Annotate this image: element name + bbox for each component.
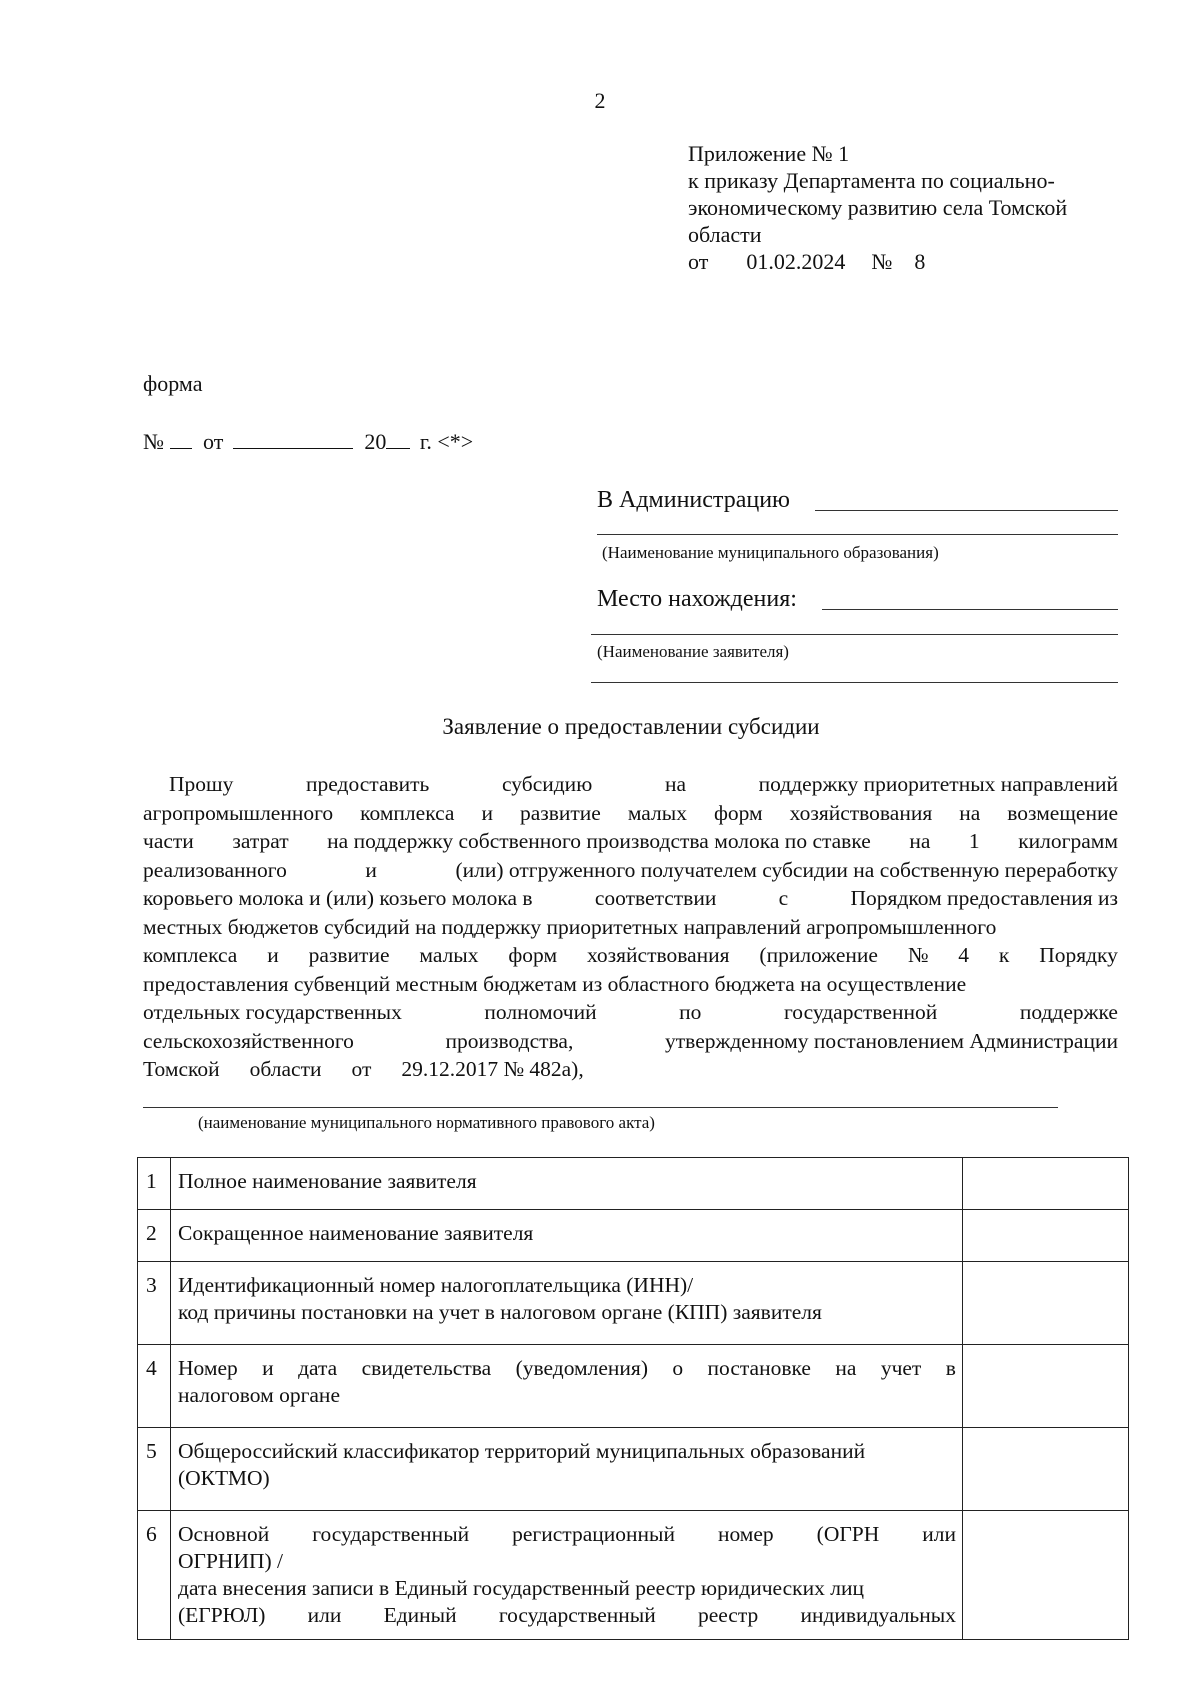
row-value-cell[interactable] bbox=[963, 1511, 1129, 1640]
row-label-line: дата внесения записи в Единый государственный реестр юридических лиц bbox=[178, 1576, 864, 1600]
ot-label: от bbox=[203, 429, 224, 454]
act-name-line[interactable] bbox=[143, 1097, 1058, 1108]
paragraph-word: по bbox=[679, 1000, 702, 1024]
paragraph-word: на поддержку собственного производства молока по ставке bbox=[327, 829, 871, 853]
paragraph-word: Томской bbox=[143, 1057, 220, 1081]
paragraph-word: малых bbox=[419, 943, 479, 967]
table-row bbox=[138, 1210, 1129, 1262]
administration-input-line[interactable] bbox=[815, 490, 1118, 511]
order-number: 8 bbox=[914, 249, 926, 274]
paragraph-line bbox=[143, 856, 1118, 885]
paragraph-word: хозяйствования bbox=[586, 943, 730, 967]
paragraph-word: области bbox=[249, 1057, 322, 1081]
year-blank[interactable] bbox=[386, 428, 410, 449]
paragraph-line bbox=[143, 799, 1118, 828]
row-label-line: Основной государственный регистрационный номер (ОГРН или bbox=[178, 1522, 956, 1546]
paragraph-line bbox=[143, 998, 1118, 1027]
location-label: Место нахождения: bbox=[597, 586, 797, 612]
paragraph-word: полномочий bbox=[484, 1000, 597, 1024]
paragraph-word: на bbox=[959, 800, 981, 825]
administration-second-line[interactable] bbox=[597, 520, 1118, 535]
row-number: 2 bbox=[138, 1210, 171, 1262]
paragraph-word: развитие bbox=[308, 943, 390, 967]
row-value-cell[interactable] bbox=[963, 1158, 1129, 1210]
paragraph-word: государственной bbox=[784, 1000, 938, 1024]
row-label-line: Общероссийский классификатор территорий муниципальных образований bbox=[178, 1439, 866, 1463]
number-sign: № bbox=[871, 249, 893, 274]
appendix-line: к приказу Департамента по социально- bbox=[688, 168, 1055, 193]
paragraph-word: хозяйствования bbox=[789, 800, 933, 825]
paragraph-word: от bbox=[351, 1057, 372, 1081]
paragraph-line bbox=[143, 970, 1118, 999]
administration-caption: (Наименование муниципального образования) bbox=[602, 543, 939, 562]
paragraph-word: с bbox=[778, 886, 789, 910]
table-row bbox=[138, 1158, 1129, 1210]
paragraph-word: развитие bbox=[519, 800, 601, 825]
row-value-cell[interactable] bbox=[963, 1345, 1129, 1428]
table-row bbox=[138, 1428, 1129, 1511]
paragraph-word: Прошу bbox=[169, 772, 234, 796]
paragraph-word: форм bbox=[713, 800, 763, 825]
paragraph-word: отдельных государственных bbox=[143, 1000, 402, 1024]
paragraph-word: (приложение bbox=[759, 943, 878, 967]
paragraph-word: коровьего молока и (или) козьего молока в bbox=[143, 886, 533, 910]
row-label-line: (ЕГРЮЛ) или Единый государственный реестр индивидуальных bbox=[178, 1603, 956, 1627]
paragraph-line bbox=[143, 1027, 1118, 1056]
row-label-line: ОГРНИП) / bbox=[178, 1549, 284, 1573]
paragraph-word: № bbox=[907, 943, 929, 967]
order-date: 01.02.2024 bbox=[746, 249, 846, 274]
row-number: 5 bbox=[138, 1428, 171, 1511]
paragraph-line bbox=[143, 770, 1118, 799]
row-label-line: налоговом органе bbox=[178, 1383, 340, 1407]
number-blank[interactable] bbox=[170, 428, 192, 449]
paragraph-word: поддержке bbox=[1019, 1000, 1118, 1024]
paragraph-word: сельскохозяйственного bbox=[143, 1028, 354, 1053]
row-label-line: код причины постановки на учет в налоговом органе (КПП) заявителя bbox=[178, 1300, 822, 1324]
act-caption: (наименование муниципального нормативного правового акта) bbox=[198, 1113, 655, 1132]
paragraph-word: комплекса bbox=[143, 943, 238, 967]
applicant-info-table bbox=[137, 1157, 1129, 1640]
paragraph-word: и bbox=[481, 800, 493, 825]
row-label bbox=[171, 1511, 963, 1640]
paragraph-word: соответствии bbox=[594, 886, 717, 910]
row-label-line: Сокращенное наименование заявителя bbox=[178, 1221, 534, 1245]
row-label bbox=[171, 1345, 963, 1428]
row-label-line: (ОКТМО) bbox=[178, 1466, 270, 1490]
date-blank[interactable] bbox=[233, 428, 353, 449]
row-label bbox=[171, 1262, 963, 1345]
appendix-header bbox=[688, 140, 1128, 275]
paragraph-line bbox=[143, 827, 1118, 856]
year-suffix: г. <*> bbox=[419, 429, 474, 454]
location-caption: (Наименование заявителя) bbox=[597, 642, 789, 661]
paragraph-word: местных бюджетов субсидий на поддержку приоритетных направлений агропромышленного bbox=[143, 914, 997, 939]
paragraph-line bbox=[143, 1055, 1118, 1084]
appendix-line: экономическому развитию села Томской bbox=[688, 195, 1068, 220]
paragraph-word: предоставления субвенций местным бюджетам из областного бюджета на осуществление bbox=[143, 971, 967, 996]
form-number-line bbox=[143, 428, 473, 455]
paragraph-word: субсидию bbox=[502, 772, 593, 796]
location-second-line[interactable] bbox=[591, 620, 1118, 635]
form-label: форма bbox=[143, 371, 203, 396]
row-number: 6 bbox=[138, 1511, 171, 1640]
table-row bbox=[138, 1511, 1129, 1640]
paragraph-word: части bbox=[143, 829, 194, 853]
paragraph-word: (или) отгруженного получателем субсидии на собственную переработку bbox=[455, 857, 1118, 882]
paragraph-word: утвержденному постановлением Администрации bbox=[665, 1028, 1118, 1053]
paragraph-word: килограмм bbox=[1018, 829, 1118, 853]
paragraph-word: Порядком предоставления из bbox=[850, 886, 1118, 910]
row-value-cell[interactable] bbox=[963, 1210, 1129, 1262]
request-paragraph bbox=[143, 770, 1118, 1084]
row-number: 1 bbox=[138, 1158, 171, 1210]
row-label-line: Полное наименование заявителя bbox=[178, 1169, 477, 1193]
date-prefix: от bbox=[688, 249, 709, 274]
paragraph-word: реализованного bbox=[143, 857, 287, 882]
paragraph-word: агропромышленного bbox=[143, 800, 334, 825]
row-number: 3 bbox=[138, 1262, 171, 1345]
paragraph-word: затрат bbox=[232, 829, 289, 853]
paragraph-word: на bbox=[909, 829, 931, 853]
paragraph-word: на bbox=[664, 772, 686, 796]
table-row bbox=[138, 1262, 1129, 1345]
location-input-line[interactable] bbox=[822, 589, 1118, 610]
paragraph-word: малых bbox=[627, 800, 687, 825]
document-title: Заявление о предоставлении субсидии bbox=[442, 714, 820, 739]
row-value-cell[interactable] bbox=[963, 1262, 1129, 1345]
paragraph-word: и bbox=[365, 857, 377, 882]
page-number: 2 bbox=[594, 88, 606, 113]
appendix-date-line bbox=[688, 248, 1128, 275]
row-label-line: Идентификационный номер налогоплательщика (ИНН)/ bbox=[178, 1273, 694, 1297]
row-number: 4 bbox=[138, 1345, 171, 1428]
applicant-name-line[interactable] bbox=[591, 668, 1118, 683]
row-label bbox=[171, 1428, 963, 1511]
number-sign: № bbox=[143, 429, 164, 454]
row-value-cell[interactable] bbox=[963, 1428, 1129, 1511]
paragraph-word: производства, bbox=[445, 1028, 574, 1053]
paragraph-word: 4 bbox=[958, 943, 969, 967]
paragraph-word: предоставить bbox=[306, 772, 430, 796]
administration-label: В Администрацию bbox=[597, 487, 790, 513]
row-label-line: Номер и дата свидетельства (уведомления) о постановке на учет в bbox=[178, 1356, 956, 1380]
year-prefix: 20 bbox=[364, 429, 387, 454]
paragraph-word: к bbox=[998, 943, 1010, 967]
paragraph-line bbox=[143, 884, 1118, 913]
paragraph-word: и bbox=[267, 943, 279, 967]
paragraph-word: поддержку приоритетных направлений bbox=[758, 772, 1118, 796]
row-label bbox=[171, 1210, 963, 1262]
paragraph-line bbox=[143, 941, 1118, 970]
row-label bbox=[171, 1158, 963, 1210]
paragraph-word: 1 bbox=[968, 829, 980, 853]
paragraph-word: возмещение bbox=[1007, 800, 1118, 825]
paragraph-word: 29.12.2017 № 482а), bbox=[401, 1057, 584, 1081]
appendix-line: области bbox=[688, 222, 762, 247]
paragraph-word: Порядку bbox=[1039, 943, 1118, 967]
paragraph-line bbox=[143, 913, 1118, 942]
paragraph-word: форм bbox=[508, 943, 558, 967]
paragraph-word: комплекса bbox=[360, 800, 455, 825]
appendix-line: Приложение № 1 bbox=[688, 141, 850, 166]
table-row bbox=[138, 1345, 1129, 1428]
